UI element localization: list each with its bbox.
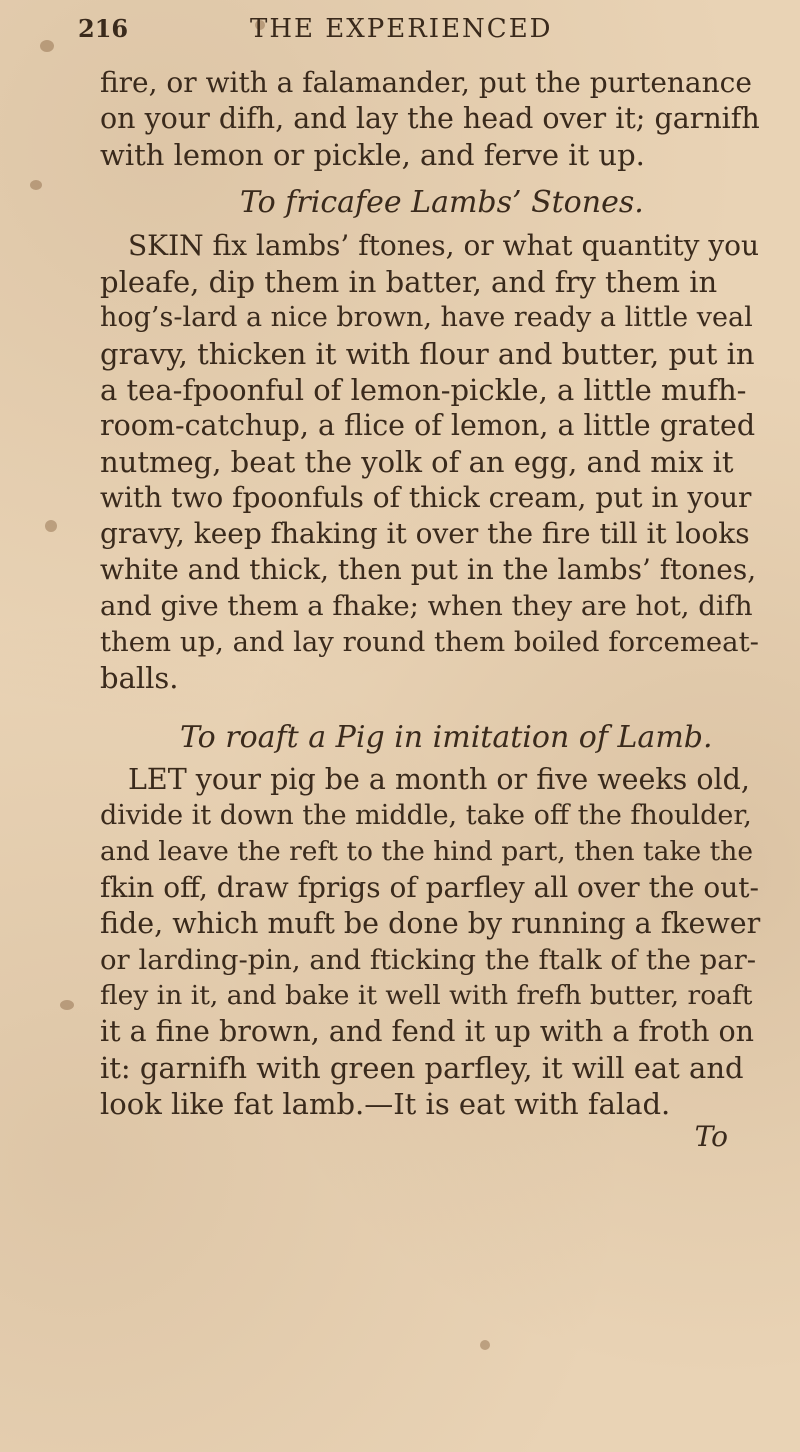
recipe-line: gravy, thicken it with flour and butter, put in — [100, 337, 755, 371]
foxing-spot — [45, 520, 57, 532]
recipe-line: look like fat lamb.—It is eat with falad. — [100, 1087, 671, 1121]
foxing-spot — [30, 180, 42, 190]
recipe-line: pleafe, dip them in batter, and fry them in — [100, 265, 718, 299]
catchword: To — [694, 1120, 728, 1153]
recipe-line: room-catchup, a flice of lemon, a little grated — [100, 409, 756, 442]
intro-line: fire, or with a falamander, put the purtenance — [100, 66, 752, 99]
intro-line: on your difh, and lay the head over it; garnifh — [100, 102, 760, 135]
recipe-line: and leave the reft to the hind part, then take the — [100, 836, 754, 867]
recipe-title: To roaft a Pig in imitation of Lamb. — [180, 720, 713, 755]
recipe-line: hog’s-lard a nice brown, have ready a little veal — [100, 302, 753, 333]
recipe-line: nutmeg, beat the yolk of an egg, and mix it — [100, 445, 734, 479]
recipe-title: To fricafee Lambs’ Stones. — [240, 185, 644, 220]
recipe-line: and give them a fhake; when they are hot, difh — [100, 590, 753, 622]
intro-line: with lemon or pickle, and ferve it up. — [100, 138, 645, 172]
recipe-line: with two fpoonfuls of thick cream, put in your — [100, 481, 752, 514]
recipe-line: fide, which muft be done by running a fkewer — [100, 907, 761, 940]
recipe-line: SKIN fix lambs’ ftones, or what quantity you — [128, 229, 760, 262]
recipe-line: fkin off, draw fprigs of parfley all over the out- — [100, 871, 759, 904]
foxing-spot — [60, 1000, 74, 1010]
recipe-line: or larding-pin, and fticking the ftalk of the par- — [100, 944, 757, 976]
recipe-line: LET your pig be a month or five weeks old, — [128, 763, 750, 796]
foxing-spot — [40, 40, 54, 52]
page-header — [60, 8, 760, 48]
recipe-line: gravy, keep fhaking it over the fire till it looks — [100, 517, 750, 550]
recipe-line: them up, and lay round them boiled forcemeat- — [100, 626, 759, 658]
recipe-line: divide it down the middle, take off the fhoulder, — [100, 800, 752, 831]
recipe-line: it a fine brown, and fend it up with a froth on — [100, 1015, 755, 1048]
running-title: THE EXPERIENCED — [250, 14, 553, 44]
page-number: 216 — [78, 14, 129, 43]
recipe-line: balls. — [100, 661, 179, 695]
foxing-spot — [480, 1340, 490, 1350]
recipe-line: a tea-fpoonful of lemon-pickle, a little mufh- — [100, 373, 747, 407]
recipe-line: fley in it, and bake it well with frefh butter, roaft — [100, 980, 753, 1011]
recipe-line: white and thick, then put in the lambs’ ftones, — [100, 553, 757, 586]
recipe-line: it: garnifh with green parfley, it will eat and — [100, 1051, 744, 1085]
